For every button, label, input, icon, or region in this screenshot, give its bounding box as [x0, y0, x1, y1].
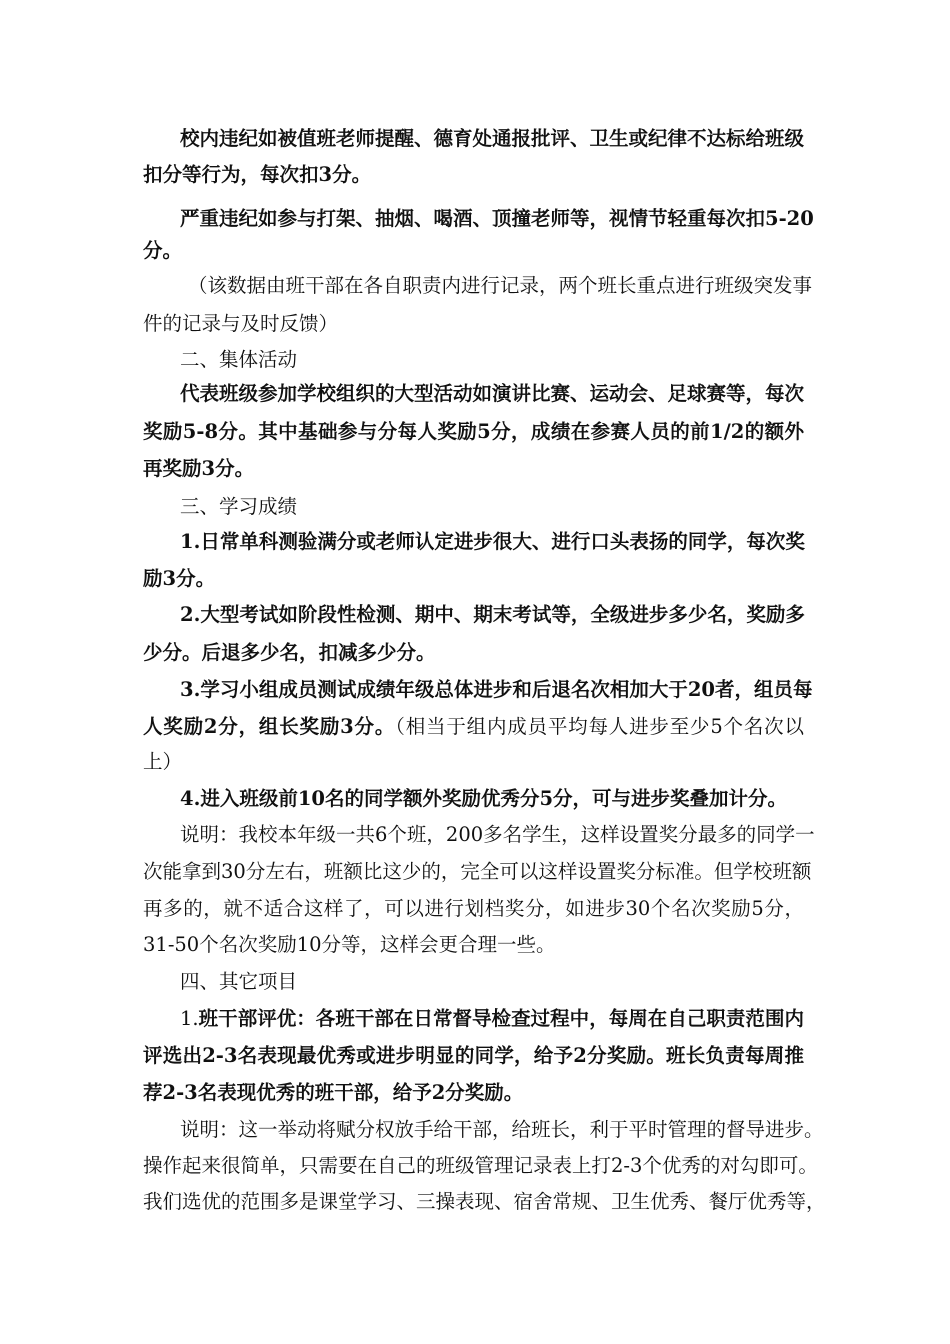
text-line: 1.日常单科测验满分或老师认定进步很大、进行口头表扬的同学，每次奖: [180, 530, 805, 553]
section-heading: 四、其它项目: [180, 970, 298, 993]
text-line: 评选出2-3名表现最优秀或进步明显的同学，给予2分奖励。班长负责每周推: [143, 1044, 804, 1067]
text-line: 说明：这一举动将赋分权放手给干部，给班长，利于平时管理的督导进步。: [180, 1118, 824, 1141]
text-segment: （相当于组内成员平均每人进步至少5个名次以: [395, 715, 804, 738]
section-heading: 二、集体活动: [180, 348, 298, 371]
text-line: 代表班级参加学校组织的大型活动如演讲比赛、运动会、足球赛等，每次: [180, 382, 805, 405]
text-line: 扣分等行为，每次扣3分。: [143, 163, 372, 186]
text-segment: 班干部评优：各班干部在日常督导检查过程中，每周在自己职责范围内: [198, 1007, 804, 1030]
text-line: 2.大型考试如阶段性检测、期中、期末考试等，全级进步多少名，奖励多: [180, 603, 805, 626]
text-line: 我们选优的范围多是课堂学习、三操表现、宿舍常规、卫生优秀、餐厅优秀等，: [143, 1190, 826, 1213]
text-line: 操作起来很简单，只需要在自己的班级管理记录表上打2-3个优秀的对勾即可。: [143, 1154, 818, 1177]
text-line: 31-50个名次奖励10分等，这样会更合理一些。: [143, 933, 556, 956]
text-line: 次能拿到30分左右，班额比这少的，完全可以这样设置奖分标准。但学校班额: [143, 860, 812, 883]
text-line: 严重违纪如参与打架、抽烟、喝酒、顶撞老师等，视情节轻重每次扣5-20: [180, 207, 814, 230]
text-line: 励3分。: [143, 567, 216, 590]
text-line: 少分。后退多少名，扣减多少分。: [143, 641, 436, 664]
text-line: 再奖励3分。: [143, 457, 255, 480]
text-segment: 1.: [180, 1007, 199, 1030]
text-line: 再多的，就不适合这样了，可以进行划档奖分，如进步30个名次奖励5分，: [143, 897, 804, 920]
text-line: 奖励5-8分。其中基础参与分每人奖励5分，成绩在参赛人员的前1/2的额外: [143, 420, 804, 443]
text-line: 分。: [143, 239, 183, 262]
text-line: 校内违纪如被值班老师提醒、德育处通报批评、卫生或纪律不达标给班级: [180, 127, 805, 150]
text-line: [180, 1006, 804, 1032]
text-line: 说明：我校本年级一共6个班，200多名学生，这样设置奖分最多的同学一: [180, 823, 815, 846]
text-segment: 人奖励2分，组长奖励3分。: [143, 715, 396, 738]
text-line: 4.进入班级前10名的同学额外奖励优秀分5分，可与进步奖叠加计分。: [180, 787, 788, 810]
text-line: 荐2-3名表现优秀的班干部，给予2分奖励。: [143, 1081, 524, 1104]
text-line: 件的记录与及时反馈）: [143, 312, 339, 335]
section-heading: 三、学习成绩: [180, 495, 298, 518]
text-line: [143, 714, 804, 740]
text-line: 3.学习小组成员测试成绩年级总体进步和后退名次相加大于20者，组员每: [180, 678, 813, 701]
text-line: （该数据由班干部在各自职责内进行记录，两个班长重点进行班级突发事: [188, 274, 813, 297]
text-line: 上）: [143, 750, 183, 773]
